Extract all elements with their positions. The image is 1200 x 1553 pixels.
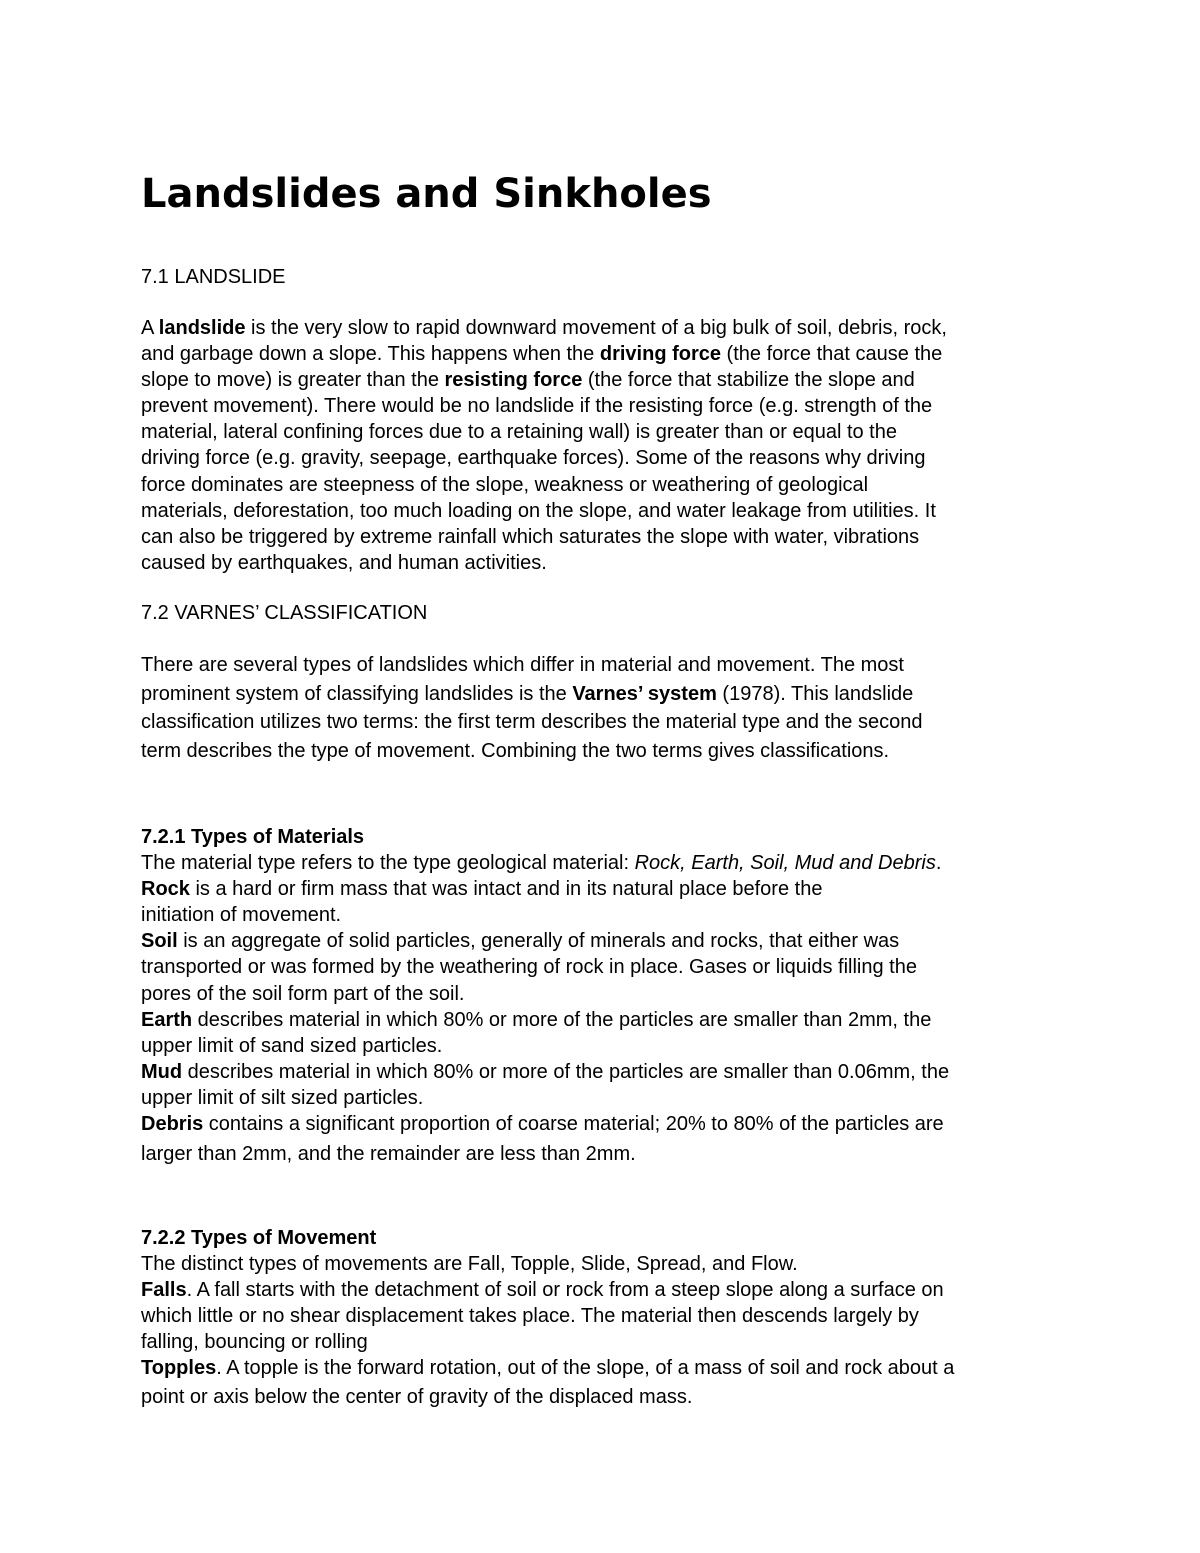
- material-list: Rock, Earth, Soil, Mud and Debris: [634, 852, 936, 875]
- term-landslide: landslide: [158, 317, 246, 339]
- text-run: describes material in which 80% or more of the particles are smaller than 0.06mm, the: [182, 1060, 950, 1083]
- text-run: .: [935, 852, 942, 875]
- paragraph-line: caused by earthquakes, and human activities.: [141, 551, 547, 574]
- section-heading-7-1: 7.1 LANDSLIDE: [141, 266, 286, 288]
- term-driving-force: driving force: [599, 343, 721, 366]
- term-earth: Earth: [141, 1008, 193, 1031]
- paragraph-line: [141, 367, 947, 393]
- paragraph-line: initiation of movement.: [141, 904, 342, 927]
- text-run: (the force that stabilize the slope and: [582, 369, 915, 392]
- paragraph-line: [141, 1277, 954, 1303]
- varnes-paragraph: [141, 651, 922, 765]
- paragraph-line: material, lateral confining forces due to a retaining wall) is greater than or equal to the: [141, 421, 897, 444]
- text-run: . A topple is the forward rotation, out of the slope, of a mass of soil and rock about a: [216, 1357, 955, 1380]
- term-varnes-system: Varnes’ system: [572, 682, 717, 705]
- text-run: and garbage down a slope. This happens when the: [141, 343, 600, 366]
- term-debris: Debris: [141, 1113, 204, 1136]
- section-heading-7-2: 7.2 VARNES’ CLASSIFICATION: [141, 602, 428, 624]
- section-heading-7-2-1: 7.2.1 Types of Materials: [141, 826, 365, 848]
- paragraph-line: [141, 876, 949, 902]
- paragraph-line: transported or was formed by the weathering of rock in place. Gases or liquids filling the: [141, 956, 917, 979]
- paragraph-line: classification utilizes two terms: the first term describes the material type and the second: [141, 711, 923, 733]
- paragraph-line: driving force (e.g. gravity, seepage, earthquake forces). Some of the reasons why driving: [141, 447, 926, 470]
- paragraph-line: upper limit of silt sized particles.: [141, 1086, 424, 1109]
- term-rock: Rock: [141, 878, 190, 901]
- text-run: is the very slow to rapid downward movement of a big bulk of soil, debris, rock,: [245, 317, 947, 339]
- paragraph-line: upper limit of sand sized particles.: [141, 1034, 443, 1057]
- paragraph-line: [141, 1007, 949, 1033]
- paragraph-line: which little or no shear displacement takes place. The material then descends largely by: [141, 1305, 919, 1328]
- paragraph-line: [141, 315, 947, 341]
- text-run: contains a significant proportion of coarse material; 20% to 80% of the particles are: [203, 1113, 944, 1136]
- text-run: A: [141, 317, 159, 339]
- movement-section: [141, 1225, 954, 1410]
- text-run: describes material in which 80% or more of the particles are smaller than 2mm, the: [192, 1008, 932, 1031]
- term-resisting-force: resisting force: [444, 369, 583, 392]
- paragraph-line: [141, 1059, 949, 1085]
- paragraph-line: larger than 2mm, and the remainder are less than 2mm.: [141, 1143, 636, 1166]
- term-topples: Topples: [141, 1357, 217, 1380]
- paragraph-line: [141, 680, 922, 709]
- paragraph-line: [141, 1355, 954, 1381]
- term-falls: Falls: [141, 1279, 187, 1302]
- paragraph-line: falling, bouncing or rolling: [141, 1331, 368, 1354]
- text-run: is an aggregate of solid particles, generally of minerals and rocks, that either was: [177, 930, 900, 953]
- paragraph-line: pores of the soil form part of the soil.: [141, 982, 465, 1005]
- paragraph-line: There are several types of landslides which differ in material and movement. The most: [141, 654, 904, 676]
- landslide-paragraph: [141, 315, 947, 576]
- paragraph-line: can also be triggered by extreme rainfall which saturates the slope with water, vibrations: [141, 525, 920, 548]
- paragraph-line: The distinct types of movements are Fall, Topple, Slide, Spread, and Flow.: [141, 1253, 798, 1276]
- paragraph-line: [141, 1111, 949, 1137]
- paragraph-line: term describes the type of movement. Combining the two terms gives classifications.: [141, 739, 890, 762]
- term-soil: Soil: [141, 930, 178, 953]
- paragraph-line: [141, 850, 949, 876]
- paragraph-line: [141, 928, 949, 954]
- paragraph-line: [141, 341, 947, 367]
- section-heading-7-2-2: 7.2.2 Types of Movement: [141, 1227, 377, 1249]
- text-run: prominent system of classifying landslides is the: [141, 682, 573, 705]
- term-mud: Mud: [141, 1060, 183, 1083]
- paragraph-line: force dominates are steepness of the slope, weakness or weathering of geological: [141, 473, 869, 496]
- text-run: The material type refers to the type geological material:: [141, 852, 635, 875]
- text-run: is a hard or firm mass that was intact and in its natural place before the: [189, 878, 823, 901]
- text-run: slope to move) is greater than the: [141, 369, 445, 392]
- paragraph-line: point or axis below the center of gravity of the displaced mass.: [141, 1385, 693, 1408]
- text-run: . A fall starts with the detachment of soil or rock from a steep slope along a surface on: [186, 1279, 944, 1302]
- paragraph-line: materials, deforestation, too much loading on the slope, and water leakage from utilities. It: [141, 499, 936, 522]
- materials-section: [141, 824, 949, 1167]
- document-title: Landslides and Sinkholes: [141, 171, 712, 217]
- text-run: (the force that cause the: [721, 343, 943, 366]
- text-run: (1978). This landslide: [716, 682, 914, 705]
- paragraph-line: prevent movement). There would be no landslide if the resisting force (e.g. strength of the: [141, 395, 933, 418]
